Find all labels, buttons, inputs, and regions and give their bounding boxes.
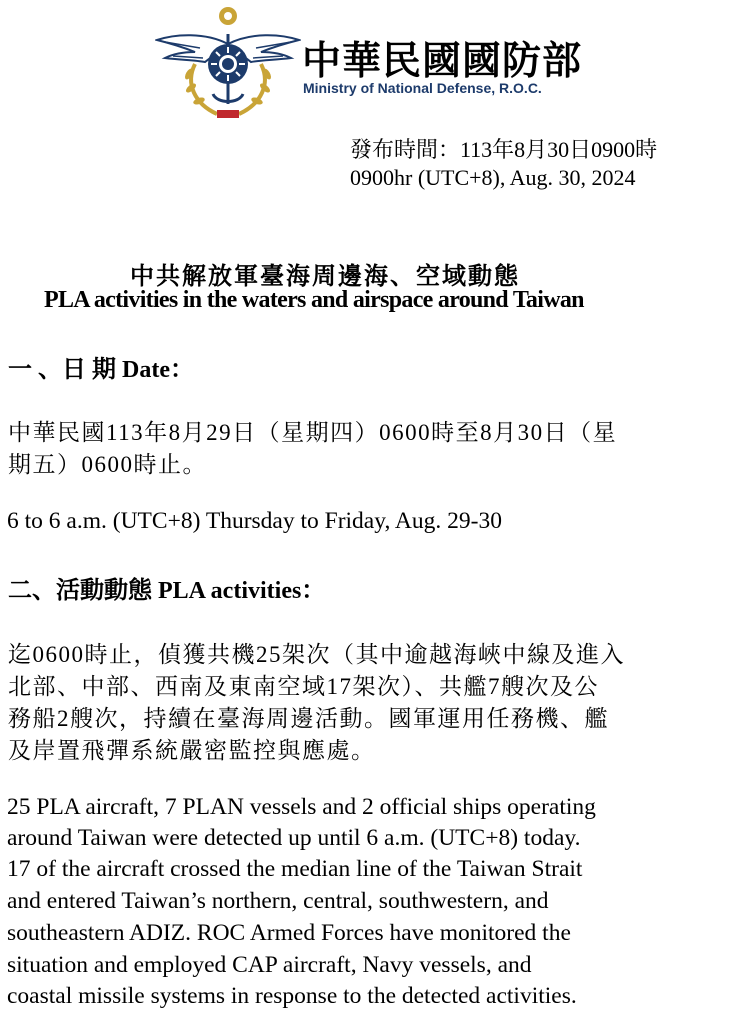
activities-zh-line: 迄0600時止，偵獲共機25架次（其中逾越海峽中線及進入 [8, 642, 625, 667]
section-activities-heading: 二、活動動態 PLA activities： [8, 578, 326, 604]
date-zh-line: 中華民國113年8月29日（星期四）0600時至8月30日（星 [8, 420, 618, 445]
ministry-name-zh: 中華民國國防部 [302, 40, 583, 83]
mnd-emblem-icon [155, 4, 301, 122]
activities-en-line: around Taiwan were detected up until 6 a.m. (UTC+8) today. [7, 825, 581, 851]
activities-en-line: and entered Taiwan’s northern, central, southwestern, and [7, 888, 549, 914]
activities-en-line: 25 PLA aircraft, 7 PLAN vessels and 2 official ships operating [7, 794, 596, 820]
activities-zh-line: 北部、中部、西南及東南空域17架次）、共艦7艘次及公 [8, 674, 599, 699]
activities-en-line: southeastern ADIZ. ROC Armed Forces have monitored the [7, 920, 571, 946]
activities-en-line: situation and employed CAP aircraft, Navy vessels, and [7, 952, 532, 978]
release-time-en: 0900hr (UTC+8), Aug. 30, 2024 [350, 165, 636, 190]
page-title-en: PLA activities in the waters and airspace around Taiwan [44, 287, 584, 313]
date-zh-line: 期五）0600時止。 [8, 452, 207, 477]
activities-en-line: coastal missile systems in response to the detected activities. [7, 983, 577, 1009]
date-en-line: 6 to 6 a.m. (UTC+8) Thursday to Friday, Aug. 29-30 [7, 508, 502, 534]
activities-en-line: 17 of the aircraft crossed the median line of the Taiwan Strait [7, 856, 583, 882]
activities-zh-line: 務船2艘次，持續在臺海周邊活動。國軍運用任務機、艦 [8, 706, 609, 731]
page-title-zh: 中共解放軍臺海周邊海、空域動態 [130, 264, 520, 290]
ministry-name-en: Ministry of National Defense, R.O.C. [303, 80, 542, 96]
section-date-heading: 一 、日 期 Date： [8, 357, 194, 383]
activities-zh-line: 及岸置飛彈系統嚴密監控與應處。 [8, 738, 376, 763]
release-time-zh: 發布時間：113年8月30日0900時 [350, 137, 658, 162]
